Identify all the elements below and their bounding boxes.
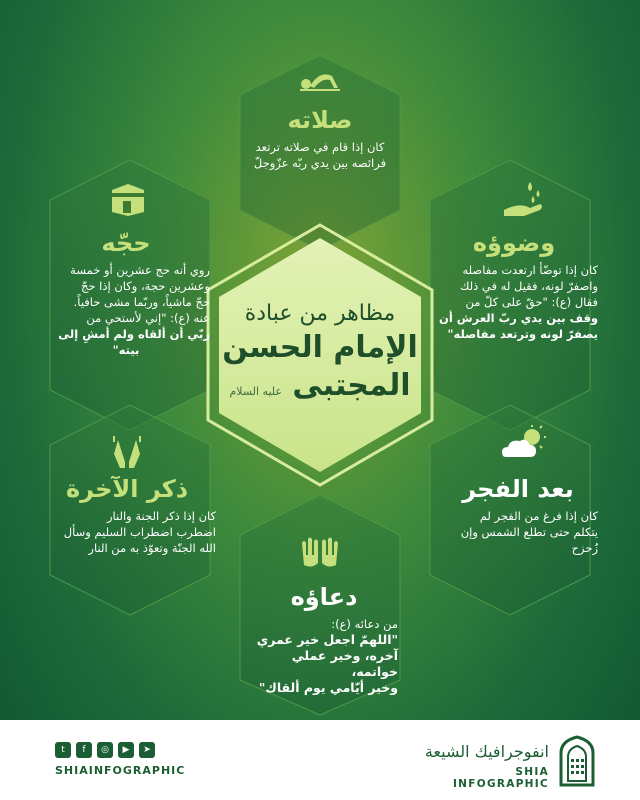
facebook-icon[interactable]: f	[76, 742, 92, 758]
center-name-text: المجتبى	[292, 368, 411, 403]
brand-name-english: SHIA INFOGRAPHIC	[452, 766, 549, 790]
sun-cloud-icon	[500, 425, 548, 461]
text-line: حجّ ماشياً، وربّما مشى حافياً.	[73, 295, 210, 309]
raised-hands-icon	[298, 535, 342, 569]
card-wudu-title: وضوؤه	[472, 229, 556, 257]
card-dua	[250, 582, 398, 696]
text-line: يتكلم حتى تطلع الشمس وإن	[460, 525, 598, 539]
twitter-icon[interactable]: t	[55, 742, 71, 758]
text-line: الله الجنّة وتعوّذ به من النار	[88, 541, 216, 555]
text-line: روي أنه حج عشرين أو خمسة	[70, 263, 210, 277]
text-line: فرائصه بين يدي ربّه عزّوجلّ	[253, 156, 387, 170]
telegram-icon[interactable]: ➤	[139, 742, 155, 758]
brand-logo-icon	[555, 735, 599, 787]
social-links	[55, 742, 155, 758]
kaaba-icon	[108, 180, 148, 216]
card-dua-text	[250, 616, 398, 696]
instagram-icon[interactable]: ◎	[97, 742, 113, 758]
text-line: وعشرين حجة، وكان إذا حجّ	[80, 279, 210, 293]
card-afterlife-title: ذكر الآخرة	[65, 475, 189, 503]
card-prayer	[240, 105, 400, 171]
center-name-line1: الإمام الحسن	[222, 330, 418, 365]
praying-hands-icon	[110, 432, 144, 468]
card-hajj-text	[42, 262, 210, 358]
text-line-bold: آخره، وخير عملي خواتمه،	[291, 648, 398, 679]
text-line: كان إذا قام في صلاته ترتعد	[255, 140, 385, 154]
text-line: كان إذا فرغ من الفجر لم	[479, 509, 598, 523]
card-hajj-title: حجّه	[101, 229, 151, 257]
center-subtitle: مظاهر من عبادة	[244, 301, 396, 326]
card-fajr	[438, 474, 598, 556]
card-afterlife	[38, 474, 216, 556]
brand-name-arabic: انفوجرافيك الشيعة	[424, 742, 549, 761]
social-handle: SHIAINFOGRAPHIC	[55, 764, 186, 777]
card-prayer-title: صلاته	[287, 106, 353, 134]
text-line: واصفرّ لونه، فقيل له في ذلك	[459, 279, 598, 293]
card-dua-title: دعاؤه	[290, 583, 358, 611]
card-hajj	[42, 228, 210, 358]
card-fajr-text	[438, 508, 598, 556]
card-prayer-text	[240, 139, 400, 171]
text-line: زُحزح	[571, 541, 598, 555]
text-line: كان إذا توضّأ ارتعدت مفاصله	[462, 263, 598, 277]
text-line: اضطرب اضطراب السليم وسأل	[63, 525, 216, 539]
text-line-bold: "اللهمّ اجعل خير عمري	[256, 632, 398, 647]
card-wudu	[430, 228, 598, 342]
text-line: عنه (ع): "إني لأستحي من	[86, 311, 210, 325]
text-line-bold: ربّي أن ألقاه ولم أمشِ إلى	[58, 327, 210, 341]
center-name-line2	[215, 367, 425, 411]
card-wudu-text	[430, 262, 598, 342]
card-afterlife-text	[38, 508, 216, 556]
text-line-bold: وقف بين يدي ربّ العرش أن	[439, 311, 598, 325]
text-line-bold: وخير أيّامي يوم ألقاك"	[258, 680, 398, 695]
text-line: من دعائه (ع):	[331, 617, 398, 631]
text-line-bold: بيته"	[112, 343, 140, 357]
text-line: فقال (ع): "حقّ على كلّ من	[465, 295, 598, 309]
center-honorific: عليه السلام	[229, 385, 282, 398]
youtube-icon[interactable]: ▶	[118, 742, 134, 758]
text-line-bold: يصفرّ لونه وترتعد مفاصله"	[447, 327, 598, 341]
prostrating-person-icon	[296, 66, 344, 92]
water-drop-hand-icon	[500, 178, 550, 218]
text-line: كان إذا ذكر الجنة والنار	[106, 509, 216, 523]
card-fajr-title: بعد الفجر	[462, 475, 574, 503]
center-title	[215, 265, 425, 435]
